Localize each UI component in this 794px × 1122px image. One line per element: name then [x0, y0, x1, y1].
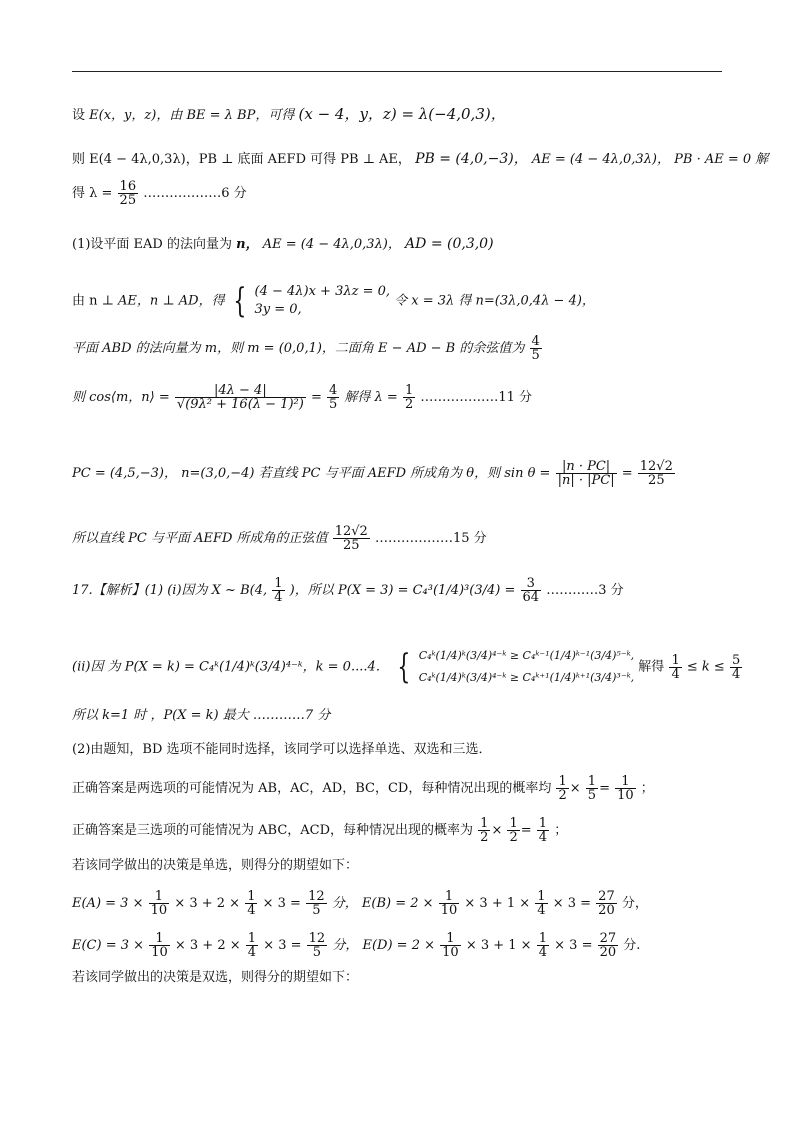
text: 解得 λ = — [344, 390, 398, 405]
text: 解得 — [638, 659, 665, 675]
fraction: $\frac{1}{10}$ — [442, 931, 459, 960]
text: E(x，y，z)，由 — [89, 108, 183, 123]
text: 17.【解析】(1) (i)因为 X ~ B(4, — [72, 583, 268, 598]
fraction: $\frac{1}{4}$ — [537, 889, 546, 918]
fraction: $\frac{1}{4}$ — [274, 576, 283, 605]
text-line-4 — [72, 234, 494, 255]
fraction: $\frac{27}{20}$ — [599, 931, 617, 960]
text: × 3 = — [262, 896, 301, 911]
text: 平面 ABD 的法向量为 m，则 m = (0,0,1)，二面角 E − AD − B 的余弦值为 — [72, 341, 525, 356]
fraction: $\frac{1}{4}$ — [247, 889, 256, 918]
text-line-3 — [72, 180, 247, 207]
fraction: $\frac{1}{4}$ — [538, 931, 547, 960]
text-line-5 — [72, 283, 595, 319]
brace-icon: { — [233, 281, 247, 321]
text-line-11 — [72, 645, 743, 689]
text: 分， — [621, 896, 648, 911]
dot-product: PB · AE = 0 解 — [674, 152, 769, 167]
text: ； — [554, 823, 568, 838]
text-line-16 — [72, 856, 358, 876]
fraction: $\frac{1}{5}$ — [587, 774, 597, 803]
text: AD，得 — [178, 293, 225, 309]
text: E(C) = 3 × — [72, 938, 145, 953]
fraction: $\frac{4}{5}$ — [531, 334, 540, 363]
text-line-12 — [72, 706, 330, 726]
text: × 3 = — [263, 938, 302, 953]
text: 分， E(B) = 2 × — [331, 896, 434, 911]
equation: (x − 4，y，z) = λ(−4,0,3)， — [298, 105, 506, 123]
fraction: $\frac{4}{5}$ — [328, 383, 338, 412]
text: 则 cos⟨m，n⟩ = — [72, 390, 170, 405]
fraction: $\frac{16}{25}$ — [119, 179, 137, 208]
fraction: $\frac{1}{2}$ — [480, 816, 489, 845]
text-line-19 — [72, 968, 358, 988]
text-line-2 — [72, 149, 768, 170]
text: 若该同学做出的决策是单选，则得分的期望如下： — [72, 858, 359, 873]
fraction: $\frac{12√2}{25}$ — [639, 459, 673, 488]
fraction: $\frac{5}{4}$ — [731, 652, 741, 682]
text: = — [310, 390, 322, 405]
text-line-15: 正确答案是三选项的可能情况为 ABC，ACD，每种情况出现的概率为 $\frac{1}{2}$ × $\frac{1}{2}$ = $\frac{1}{4}$ ； — [72, 816, 568, 845]
text: 分， E(D) = 2 × — [332, 938, 435, 953]
fraction: $\frac{3}{64}$ — [522, 576, 540, 605]
fraction: $\frac{1}{10}$ — [617, 774, 634, 803]
text: × 3 + 1 × — [464, 896, 531, 911]
fraction: $\frac{1}{4}$ — [247, 931, 257, 960]
vector-ae: AE = (4 − 4λ,0,3λ)， — [531, 152, 671, 167]
text: ≤ k ≤ — [686, 659, 725, 675]
score-mark: ………………15 分 — [374, 531, 487, 546]
text-line-14: 正确答案是两选项的可能情况为 AB，AC，AD，BC，CD，每种情况出现的概率均 $\frac{1}{2}$ × $\frac{1}{5}$ = $\frac{1}{10}$ ； — [72, 774, 654, 803]
text: 令 x = 3λ 得 n=(3λ,0,4λ − 4)， — [394, 293, 595, 309]
text-line-7 — [72, 384, 532, 411]
text: × 3 = — [552, 896, 592, 911]
text: = — [621, 466, 633, 481]
text-line-17 — [72, 890, 648, 917]
text: 正确答案是三选项的可能情况为 ABC，ACD，每种情况出现的概率为 — [72, 823, 474, 838]
text: ； — [640, 781, 654, 796]
vector-equation: BE = λ BP，可得 — [186, 108, 295, 123]
text: 若该同学做出的决策是双选，则得分的期望如下： — [72, 970, 359, 985]
vector-pc: PC = (4,5,−3)， — [72, 466, 177, 481]
text: 则 E(4 − 4λ,0,3λ)，PB ⊥ 底面 AEFD 可得 PB ⊥ AE， — [72, 152, 411, 167]
brace-icon: { — [397, 647, 411, 687]
inequality-system: C₄ᵏ(1/4)ᵏ(3/4)⁴⁻ᵏ ≥ C₄ᵏ⁻¹(1/4)ᵏ⁻¹(3/4)⁵⁻ᵏ, C₄ᵏ(1/4)ᵏ(3/4)⁴⁻ᵏ ≥ C₄ᵏ⁺¹(1/4)ᵏ⁺¹(3/4)³⁻ᵏ, — [418, 649, 635, 684]
fraction: $\frac{|4\lambda - 4|}{\text{√(9λ² + 16(λ − 1)²)}}$ — [176, 383, 304, 412]
vector-ad: AD = (0,3,0) — [405, 236, 494, 252]
text: AE，n ⊥ — [118, 293, 175, 309]
score-mark: …………3 分 — [546, 583, 624, 598]
fraction: $\frac{1}{2}$ — [404, 383, 414, 412]
text: (1)设平面 EAD 的法向量为 — [72, 237, 232, 252]
fraction: $\frac{12√2}{25}$ — [334, 524, 368, 553]
header-rule — [72, 71, 722, 72]
text: 正确答案是两选项的可能情况为 AB，AC，AD，BC，CD，每种情况出现的概率均 — [72, 781, 552, 796]
fraction: $\frac{1}{10}$ — [150, 889, 168, 918]
text-line-18 — [72, 932, 640, 959]
text: × 3 = — [554, 938, 593, 953]
fraction: $\frac{1}{4}$ — [671, 652, 680, 682]
text: )，所以 P(X = 3) = C₄³(1/4)³(3/4) = — [289, 583, 516, 598]
fraction: $\frac{27}{20}$ — [598, 889, 615, 918]
fraction: $\frac{|n \cdot PC|}{|n| \cdot |PC|}$ — [557, 459, 615, 488]
text: 所以直线 PC 与平面 AEFD 所成角的正弦值 — [72, 531, 328, 546]
equation-system: (4 − 4λ)x + 3λz = 0, 3y = 0, — [254, 284, 390, 317]
text-line-9 — [72, 525, 487, 552]
vector-ae: AE = (4 − 4λ,0,3λ)， — [262, 237, 401, 252]
score-mark: ………………6 分 — [143, 186, 247, 201]
vector-pb: PB = (4,0,−3)， — [415, 151, 528, 167]
text: n=(3,0,−4) 若直线 PC 与平面 AEFD 所成角为 θ，则 sin θ = — [181, 466, 551, 481]
text-line-6 — [72, 335, 543, 362]
text: 设 — [72, 108, 86, 123]
text-line-1 — [72, 104, 506, 126]
fraction: $\frac{12}{5}$ — [308, 931, 326, 960]
fraction: $\frac{12}{5}$ — [308, 889, 325, 918]
text-line-10 — [72, 577, 624, 604]
normal-vector: n， — [236, 237, 259, 252]
fraction: $\frac{1}{10}$ — [440, 889, 458, 918]
text: (ii)因 为 P(X = k) = C₄ᵏ(1/4)ᵏ(3/4)⁴⁻ᵏ，k = 0....4． — [72, 659, 389, 675]
text: 由 n ⊥ — [72, 293, 114, 309]
fraction: $\frac{1}{2}$ — [558, 774, 567, 803]
fraction: $\frac{1}{4}$ — [538, 816, 548, 845]
fraction: $\frac{1}{10}$ — [151, 931, 168, 960]
score-mark: ………………11 分 — [420, 390, 533, 405]
text: E(A) = 3 × — [72, 896, 144, 911]
text: 得 λ = — [72, 186, 113, 201]
text: × 3 + 2 × — [174, 896, 241, 911]
fraction: $\frac{1}{2}$ — [509, 816, 518, 845]
text-line-8 — [72, 460, 676, 487]
text: 分. — [623, 938, 641, 953]
text: (2)由题知，BD 选项不能同时选择，该同学可以选择单选、双选和三选． — [72, 742, 492, 757]
text-line-13 — [72, 740, 492, 760]
text: × 3 + 1 × — [465, 938, 532, 953]
text: × 3 + 2 × — [174, 938, 241, 953]
text: 所以 k=1 时 ，P(X = k) 最大 …………7 分 — [72, 708, 331, 723]
